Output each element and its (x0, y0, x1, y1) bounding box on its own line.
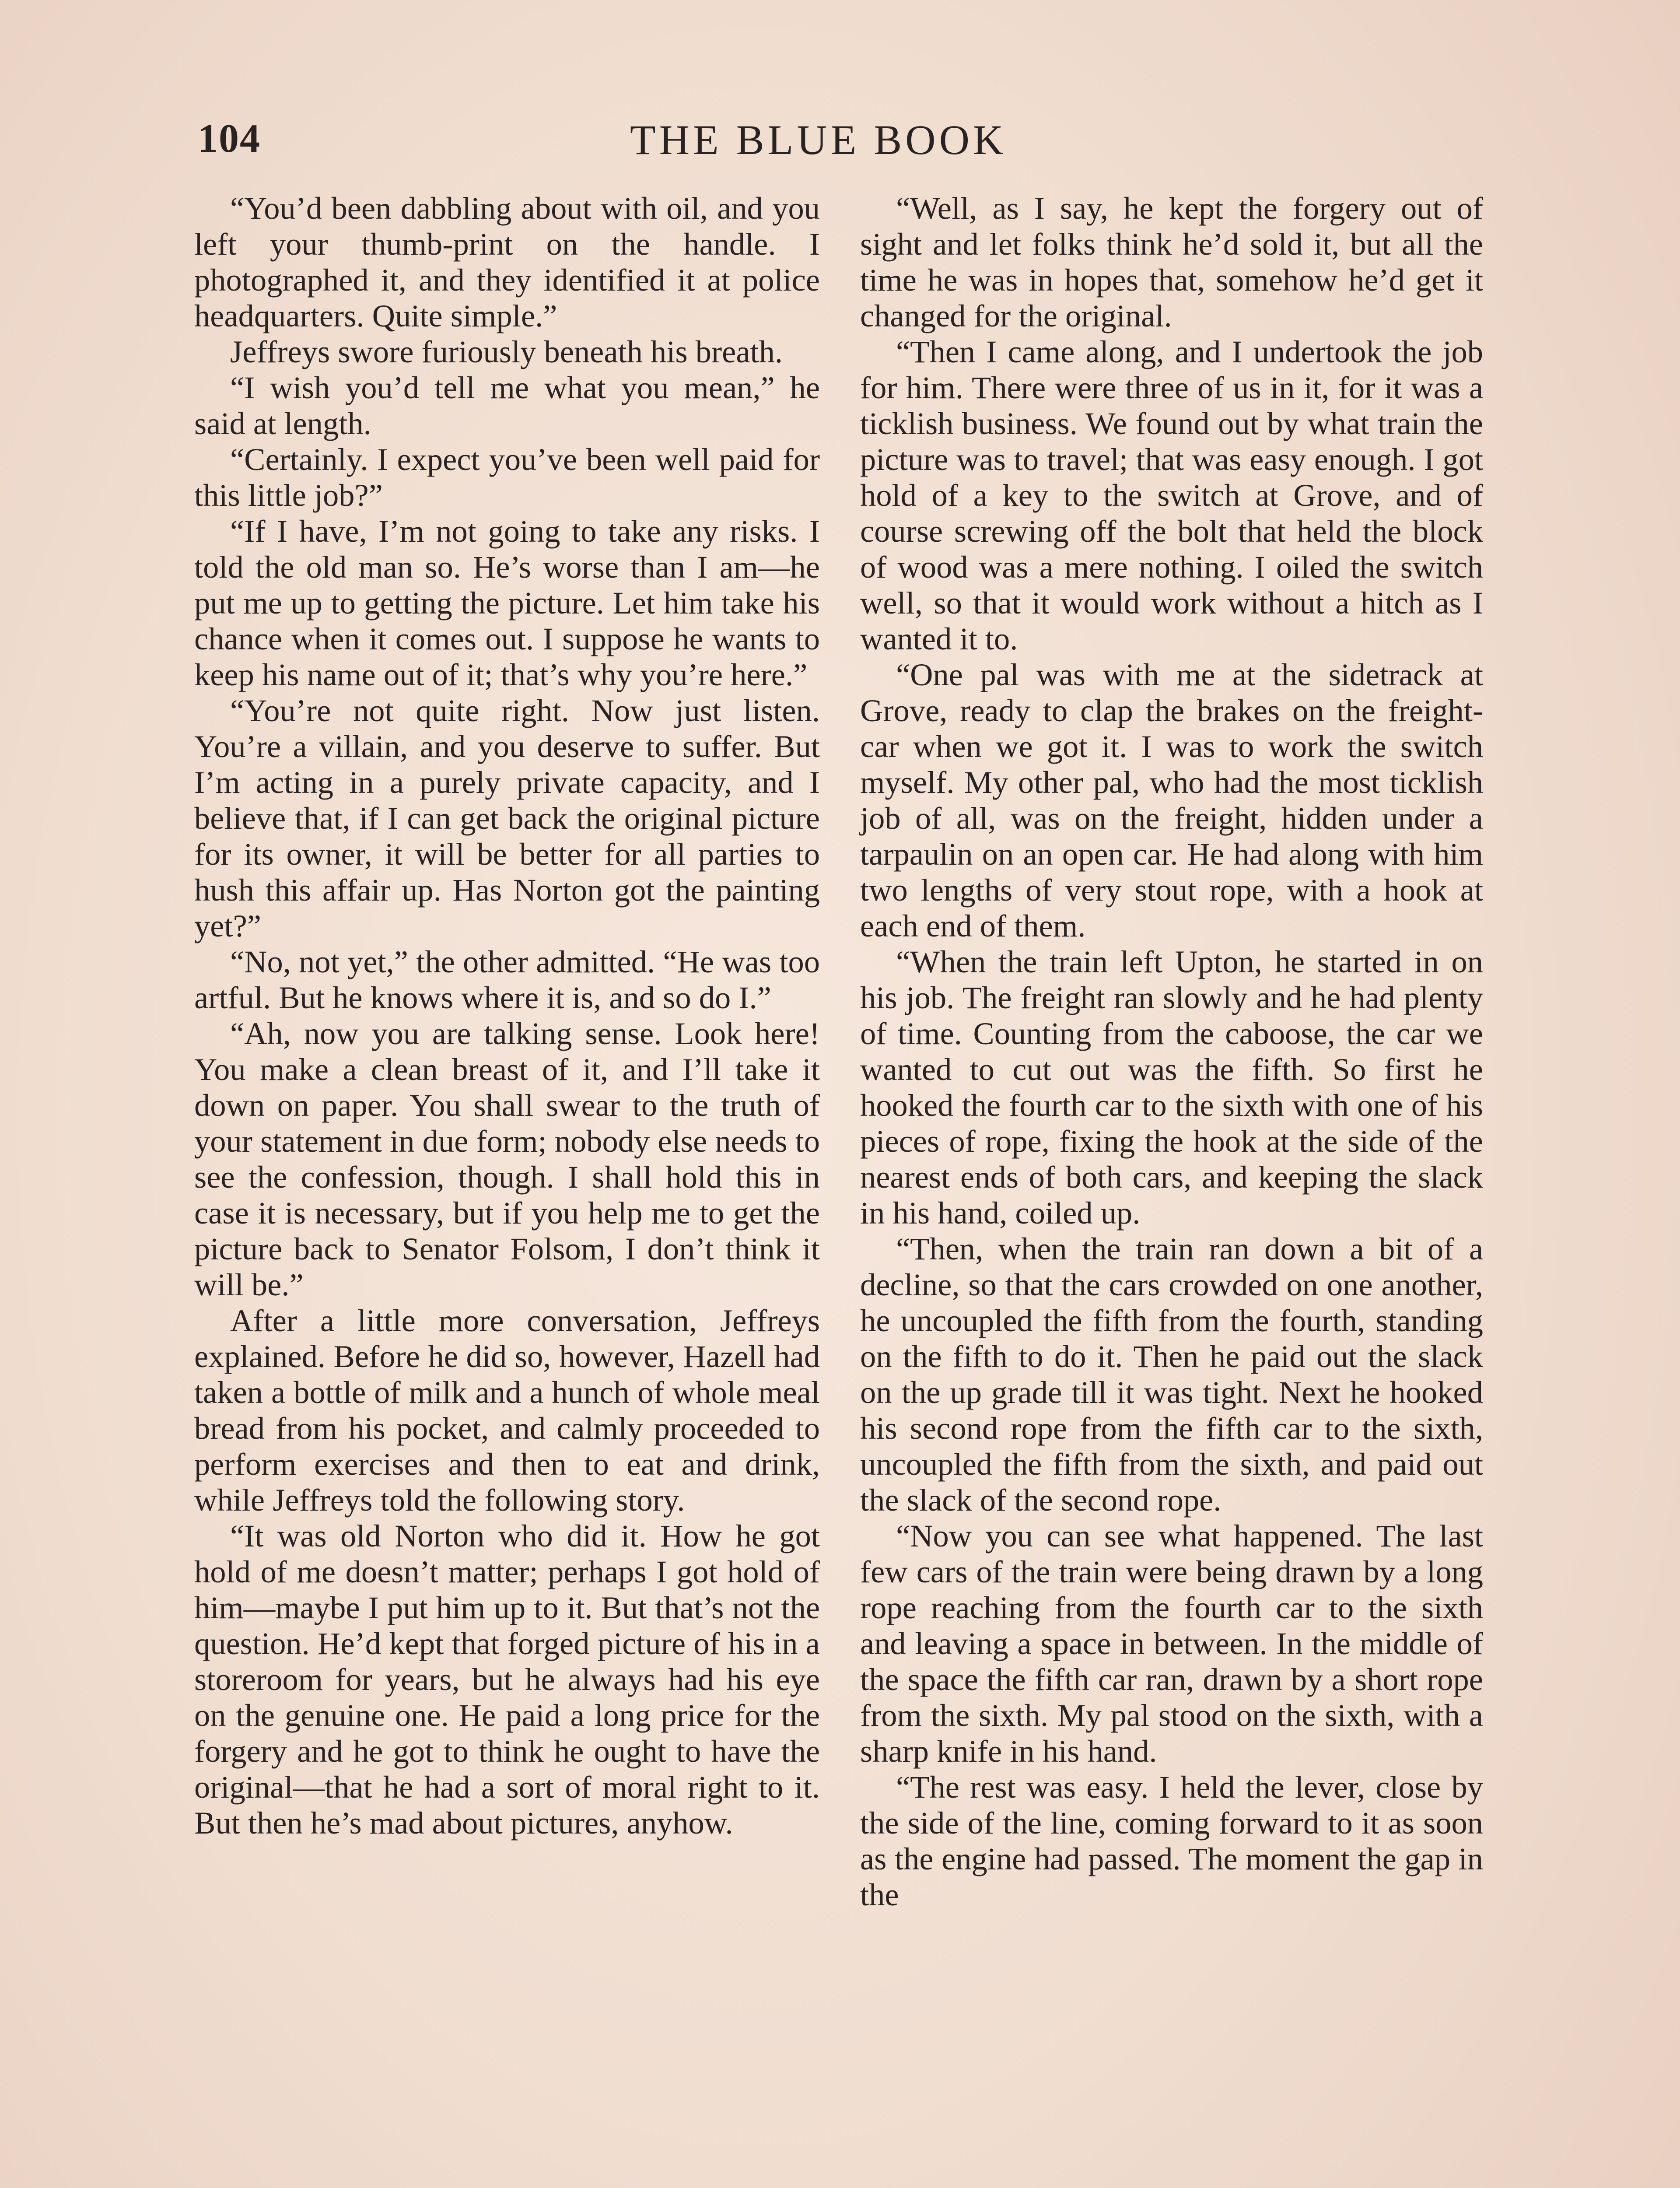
left-column (194, 190, 820, 1841)
right-column (860, 190, 1483, 1913)
paragraph: “When the train left Upton, he started in on his job. The freight ran slowly and he had plenty of time. Counting from the caboose, the car we wanted to cut out was the fifth. So first he hooked the fourth car to the sixth with one of his pieces of rope, fixing the hook at the side of the nearest ends of both cars, and keeping the slack in his hand, coiled up. (860, 944, 1483, 1231)
paragraph: “It was old Norton who did it. How he got hold of me doesn’t matter; perhaps I got hold of him—maybe I put him up to it. But that’s not the question. He’d kept that forged picture of his in a storeroom for years, but he always had his eye on the genuine one. He paid a long price for the forgery and he got to think he ought to have the original—that he had a sort of moral right to it. But then he’s mad about pictures, anyhow. (194, 1518, 820, 1841)
paragraph: “Certainly. I expect you’ve been well paid for this little job?” (194, 442, 820, 513)
paragraph: “If I have, I’m not going to take any risks. I told the old man so. He’s worse than I am—he put me up to getting the picture. Let him take his chance when it comes out. I suppose he wants to keep his name out of it; that’s why you’re here.” (194, 513, 820, 692)
paragraph: “One pal was with me at the sidetrack at Grove, ready to clap the brakes on the freight-car when we got it. I was to work the switch myself. My other pal, who had the most ticklish job of all, was on the freight, hidden under a tarpaulin on an open car. He had along with him two lengths of very stout rope, with a hook at each end of them. (860, 657, 1483, 943)
paragraph: “Ah, now you are talking sense. Look here! You make a clean breast of it, and I’ll take it down on paper. You shall swear to the truth of your statement in due form; nobody else needs to see the confession, though. I shall hold this in case it is necessary, but if you help me to get the picture back to Senator Folsom, I don’t think it will be.” (194, 1016, 820, 1302)
page-number: 104 (198, 116, 261, 161)
paragraph: “The rest was easy. I held the lever, close by the side of the line, coming forward to it as soon as the engine had passed. The moment the gap in the (860, 1769, 1483, 1912)
paragraph: After a little more conversation, Jeffreys explained. Before he did so, however, Hazell had taken a bottle of milk and a hunch of whole meal bread from his pocket, and calmly proceeded to perform exercises and then to eat and drink, while Jeffreys told the following story. (194, 1303, 820, 1518)
paragraph: “Then I came along, and I undertook the job for him. There were three of us in it, for it was a ticklish business. We found out by what train the picture was to travel; that was easy enough. I got hold of a key to the switch at Grove, and of course screwing off the bolt that held the block of wood was a mere nothing. I oiled the switch well, so that it would work without a hitch as I wanted it to. (860, 334, 1483, 656)
paragraph: “I wish you’d tell me what you mean,” he said at length. (194, 370, 820, 441)
paragraph: “Well, as I say, he kept the forgery out of sight and let folks think he’d sold it, but all the time he was in hopes that, somehow he’d get it changed for the original. (860, 190, 1483, 333)
paragraph: “You’re not quite right. Now just listen. You’re a villain, and you deserve to suffer. But I’m acting in a purely private capacity, and I believe that, if I can get back the original picture for its owner, it will be better for all parties to hush this affair up. Has Norton got the painting yet?” (194, 693, 820, 943)
paragraph: “Then, when the train ran down a bit of a decline, so that the cars crowded on one another, he uncoupled the fifth from the fourth, standing on the fifth to do it. Then he paid out the slack on the up grade till it was tight. Next he hooked his second rope from the fifth car to the sixth, uncoupled the fifth from the sixth, and paid out the slack of the second rope. (860, 1231, 1483, 1518)
paragraph: “You’d been dabbling about with oil, and you left your thumb-print on the handle. I photographed it, and they identified it at police headquarters. Quite simple.” (194, 190, 820, 333)
paragraph: “No, not yet,” the other admitted. “He was too artful. But he knows where it is, and so do I.” (194, 944, 820, 1015)
paragraph: Jeffreys swore furiously beneath his breath. (230, 334, 783, 369)
running-head-title: THE BLUE BOOK (630, 116, 1007, 163)
paragraph: “Now you can see what happened. The last few cars of the train were being drawn by a long rope reaching from the fourth car to the sixth and leaving a space in between. In the middle of the space the fifth car ran, drawn by a short rope from the sixth. My pal stood on the sixth, with a sharp knife in his hand. (860, 1518, 1483, 1769)
